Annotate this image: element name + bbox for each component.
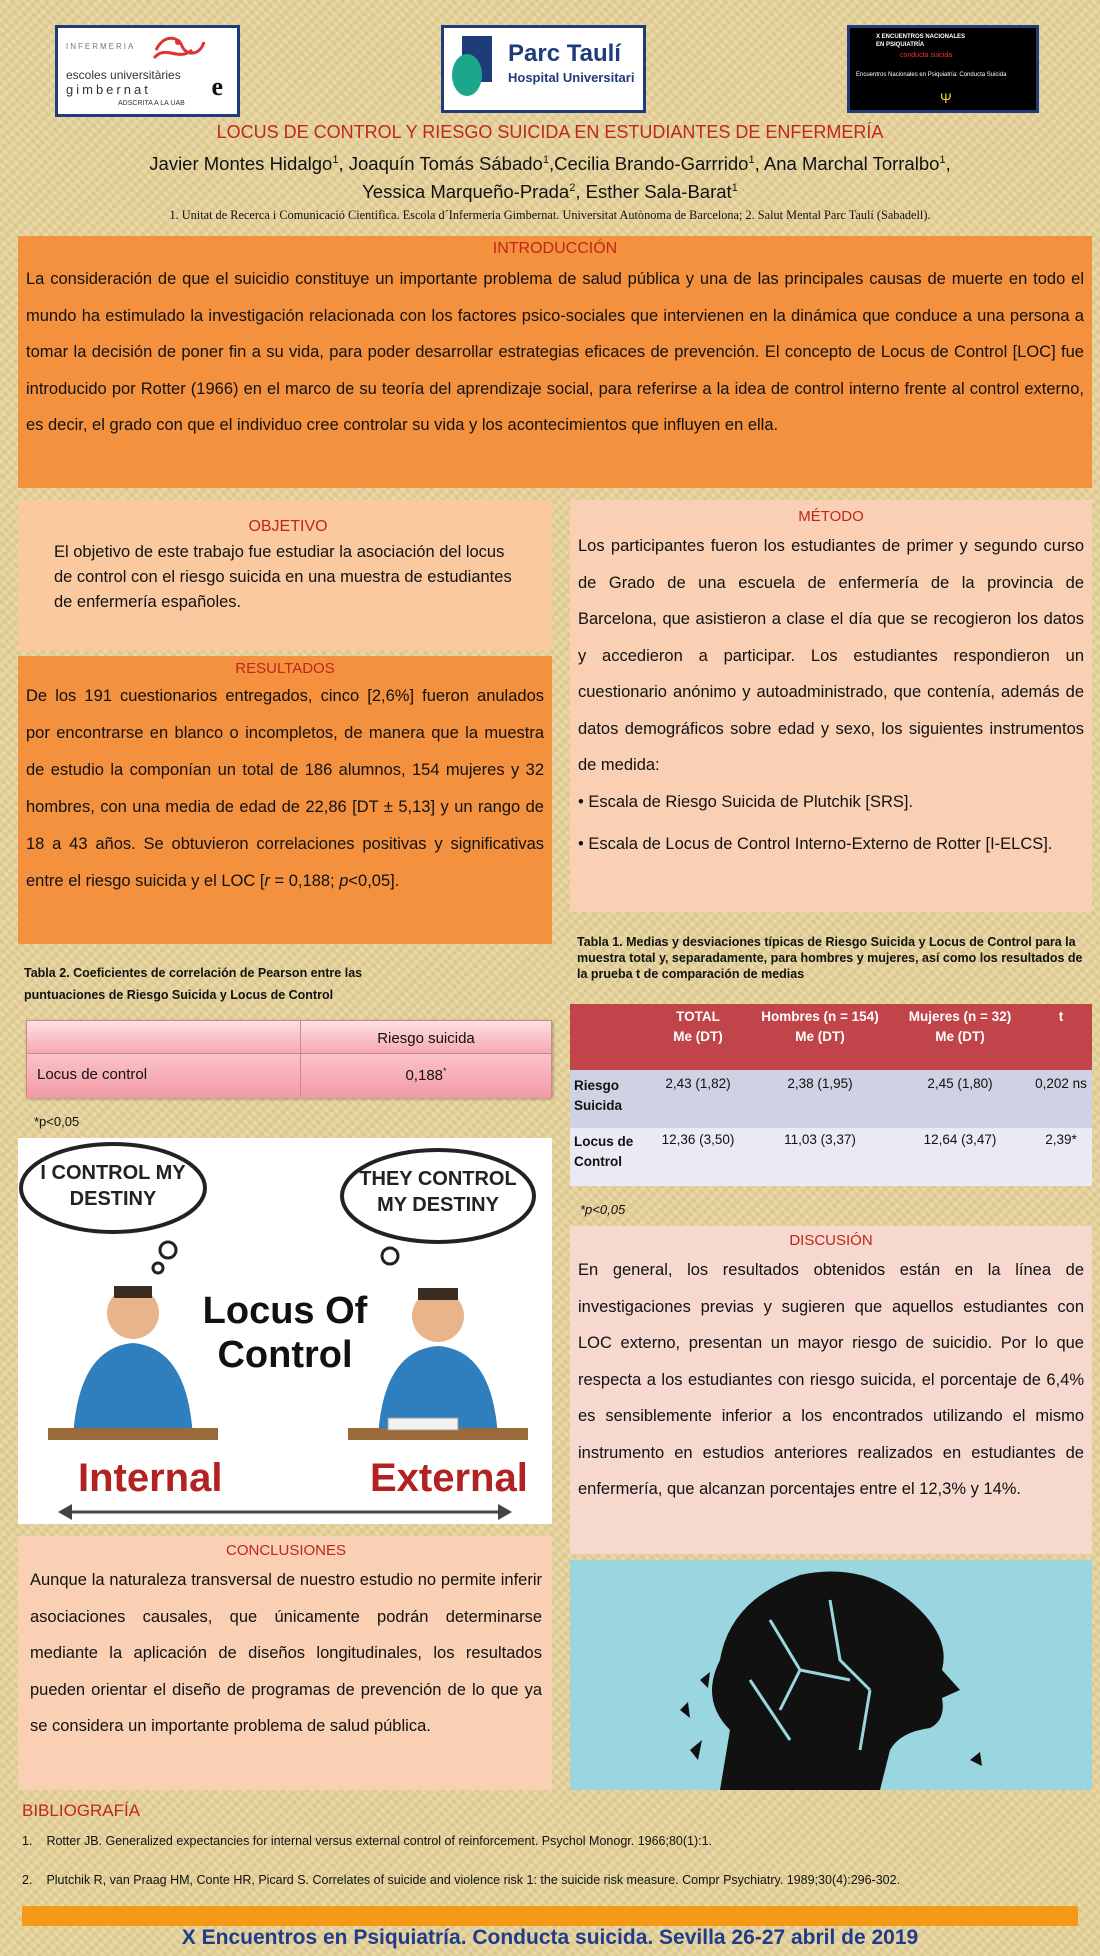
bibliografia-item-1: 1. Rotter JB. Generalized expectancies for internal versus external control of reinforcement. Psychol Monogr. 1966;80(1):1. [22, 1834, 713, 1848]
author-affiliation-mark: 1 [748, 154, 755, 166]
parc-tauli-logo [441, 25, 646, 113]
footer-bar [22, 1906, 1078, 1926]
tabla1-cell: 0,202 ns [1035, 1076, 1087, 1091]
resultados-text [26, 678, 544, 900]
author-name: Yessica Marqueño-Prada [362, 181, 570, 203]
tabla1-cell: 2,38 (1,95) [787, 1076, 853, 1091]
metodo-item-2: • Escala de Locus de Control Interno-Externo de Rotter [I-ELCS]. [578, 835, 1053, 853]
author-affiliation-mark: 1 [542, 154, 549, 166]
gimbernat-logo-line1: INFERMERIA [66, 42, 136, 51]
encuentros-logo [847, 25, 1039, 113]
tabla1-header-row [570, 1004, 1092, 1070]
author-name: Esther Sala-Barat [585, 181, 732, 203]
psi-icon: Ψ [940, 90, 952, 106]
encuentros-line4: Encuentros Nacionales en Psiquiatría: Conducta Suicida [856, 72, 1007, 78]
parc-tauli-emblem-icon [452, 36, 497, 96]
tabla2-data-row [27, 1053, 551, 1098]
footer-text: X Encuentros en Psiquiatría. Conducta suicida. Sevilla 26-27 abril de 2019 [181, 1926, 919, 1949]
head-silhouette [570, 1560, 1092, 1790]
bullet-icon: • [578, 835, 589, 853]
gimbernat-logo [55, 25, 240, 117]
tabla1-note: *p<0,05 [580, 1202, 626, 1217]
bibliografia-title: BIBLIOGRAFÍA [22, 1801, 141, 1820]
tabla1-row-label: Locus de Control [574, 1134, 634, 1169]
parc-tauli-line2: Hospital Universitari [508, 70, 635, 85]
tabla1-row-label: Riesgo Suicida [574, 1078, 623, 1113]
bullet-icon: • [578, 792, 589, 811]
authors: Javier Montes Hidalgo$^1$, Joaquín Tomás Sábado$^1$,Cecilia Brando-Garrrido$^1$, Ana Marchal Torralbo$^1$, Yessica Marqueño-Prada$^2$, Esther Sala-Barat$^1$ [149, 153, 951, 203]
objetivo-section [18, 500, 552, 650]
tabla1-row-locus [570, 1128, 1092, 1186]
author-affiliation-mark: 1 [731, 182, 738, 195]
locus-title-line1: Locus Of [202, 1290, 368, 1332]
tabla2-header-row [27, 1021, 551, 1053]
resultados-r-val: = 0,188; [269, 872, 340, 890]
tabla1-header-hombres: Hombres (n = 154) Me (DT) [761, 1009, 879, 1044]
tabla1-header-t: t [1058, 1009, 1064, 1024]
metodo-item-1: • Escala de Riesgo Suicida de Plutchik [SRS]. [578, 792, 914, 811]
encuentros-line2: EN PSIQUIATRÍA [876, 42, 925, 48]
resultados-title: RESULTADOS [235, 660, 335, 677]
gimbernat-logo-line3: gimbernat [66, 82, 151, 97]
tabla2-header: Riesgo suicida [377, 1030, 475, 1047]
tabla1-row-riesgo [570, 1070, 1092, 1128]
introduccion-text: La consideración de que el suicidio constituye un importante problema de salud pública y una de las principales causas de muerte en todo el mundo ha estimulado la investigación relacionada con los factores psico-sociales que intervienen en la dinámica que conduce a una persona a tomar la decisión de poner fin a su vida, para poder desarrollar estrategias eficaces de prevención. El concepto de Locus de Control [LOC] fue introducido por Rotter (1966) en el marco de su teoría del aprendizaje social, para referirse a la idea de control interno frente al control externo, es decir, el grado con que el individuo cree controlar su vida y los acontecimientos que influyen en ella. [26, 270, 1084, 434]
bubble-right-text: THEY CONTROL MY DESTINY [359, 1168, 517, 1216]
affiliations: 1. Unitat de Recerca i Comunicació Científica. Escola d´Infermeria Gimbernat. Universitat Autònoma de Barcelona; 2. Salut Mental Parc Taulí (Sabadell). [169, 208, 931, 222]
author-affiliation-mark: 1 [939, 154, 946, 166]
author-affiliation-mark: 2 [569, 182, 576, 195]
tabla1-cell: 2,43 (1,82) [665, 1076, 731, 1091]
metodo-text: Los participantes fueron los estudiantes de primer y segundo curso de Grado de una escuela de enfermería de la provincia de Barcelona, que asistieron a clase el día que se recogieron los datos y accedieron a participar. Los estudiantes respondieron un cuestionario anónimo y autoadministrado, que contenía, además de datos demográficos sobre edad y sexo, los siguientes instrumentos de medida: [578, 537, 1084, 774]
resultados-p-val: <0,05]. [348, 872, 400, 890]
metodo-section [570, 500, 1092, 912]
resultados-section [18, 656, 552, 944]
label-external: External [370, 1456, 528, 1500]
tabla2-row-label: Locus de control [37, 1066, 148, 1083]
tabla1 [570, 1004, 1092, 1184]
label-internal: Internal [78, 1456, 223, 1500]
tabla2 [26, 1020, 552, 1098]
gimbernat-e-icon: e [211, 72, 223, 101]
tabla1-header-mujeres: Mujeres (n = 32) Me (DT) [908, 1009, 1012, 1044]
tabla1-cell: 12,36 (3,50) [661, 1132, 735, 1147]
objetivo-text: El objetivo de este trabajo fue estudiar la asociación del locus de control con el riesgo suicida en una muestra de estudiantes de enfermería españoles. [54, 543, 512, 611]
author-name: Joaquín Tomás Sábado [348, 153, 543, 175]
discusion-text: En general, los resultados obtenidos están en la línea de investigaciones previas y sugieren que aquellos estudiantes con LOC externo, presentan un mayor riesgo de suicidio. Por lo que respecta a los estudiantes con riesgo suicida, el porcentaje de 6,4% es sensiblemente inferior a los encontrados utilizando el mismo instrumento en estudios anteriores realizados en estudiantes de enfermería, que alcanzan porcentajes entre el 12,3% y 14%. [578, 1261, 1084, 1498]
encuentros-line1: X ENCUENTROS NACIONALES [876, 34, 966, 40]
metodo-title: MÉTODO [798, 508, 864, 525]
introduccion-section [18, 236, 1092, 488]
resultados-r: r [264, 872, 270, 890]
author-name: Ana Marchal Torralbo [763, 153, 940, 175]
tabla1-cell: 12,64 (3,47) [923, 1132, 997, 1147]
tabla1-cell: 2,39* [1045, 1132, 1077, 1147]
resultados-text-main: De los 191 cuestionarios entregados, cinco [2,6%] fueron anulados por encontrarse en blanco o incompletos, de manera que la muestra de estudio la componían un total de 186 alumnos, 154 mujeres y 32 hombres, con una media de edad de 22,86 [DT ± 5,13] y un rango de 18 a 43 años. Se obtuvieron correlaciones positivas y significativas entre el riesgo suicida y el LOC [ [26, 687, 544, 890]
tabla1-caption: Tabla 1. Medias y desviaciones típicas de Riesgo Suicida y Locus de Control para la muestra total y, separadamente, para hombres y mujeres, así como los resultados de la prueba t de comparación de medias [577, 935, 1083, 981]
gimbernat-emblem-icon [148, 32, 208, 68]
tabla1-cell: 2,45 (1,80) [927, 1076, 993, 1091]
locus-title-line2: Control [217, 1334, 353, 1376]
poster-title: LOCUS DE CONTROL Y RIESGO SUICIDA EN ESTUDIANTES DE ENFERMERÍA [216, 122, 884, 142]
tabla1-header-total: TOTAL Me (DT) [673, 1009, 723, 1044]
conclusiones-section [18, 1536, 552, 1790]
objetivo-title: OBJETIVO [248, 518, 328, 535]
discusion-title: DISCUSIÓN [789, 1232, 873, 1249]
conclusiones-title: CONCLUSIONES [225, 1542, 347, 1559]
shattered-head-image [570, 1560, 1092, 1790]
locus-of-control-image [18, 1138, 552, 1524]
author-name: Javier Montes Hidalgo [149, 153, 333, 175]
introduccion-title: INTRODUCCIÓN [492, 240, 618, 257]
tabla2-caption: Tabla 2. Coeficientes de correlación de Pearson entre las puntuaciones de Riesgo Suicida y Locus de Control [24, 966, 363, 1002]
parc-tauli-line1: Parc Taulí [508, 40, 621, 67]
bubble-left-text: I CONTROL MY DESTINY [40, 1162, 186, 1210]
gimbernat-logo-line2: escoles universitàries [66, 68, 181, 82]
tabla1-cell: 11,03 (3,37) [784, 1132, 856, 1147]
bibliografia-item-2: 2. Plutchik R, van Praag HM, Conte HR, Picard S. Correlates of suicide and violence risk 1: the suicide risk measure. Compr Psychiatry. 1989;30(4):296-302. [22, 1873, 901, 1887]
tabla2-note: *p<0,05 [34, 1114, 80, 1129]
resultados-p: p [339, 872, 349, 890]
author-name: Cecilia Brando-Garrrido [554, 153, 749, 175]
author-affiliation-mark: 1 [332, 154, 339, 166]
conclusiones-text: Aunque la naturaleza transversal de nuestro estudio no permite inferir asociaciones causales, que únicamente podrán determinarse mediante la aplicación de diseños longitudinales, los resultados pueden orientar el diseño de programas de prevención de lo que ya se considera un importante problema de salud pública. [30, 1571, 542, 1735]
encuentros-line3: conducta suicida [900, 52, 953, 59]
tabla2-value: 0,188* [405, 1066, 447, 1084]
gimbernat-logo-line4: ADSCRITA A LA UAB [118, 100, 185, 107]
discusion-section [570, 1226, 1092, 1554]
